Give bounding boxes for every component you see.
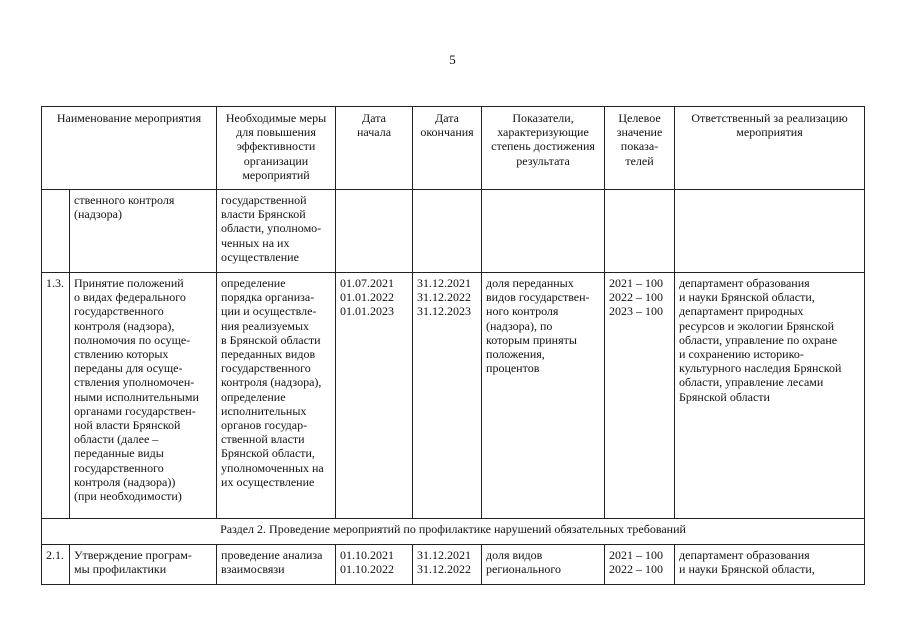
cell-line: государственного xyxy=(221,361,311,376)
cell-line: переданные виды xyxy=(74,446,164,461)
cell-line: органами государствен- xyxy=(74,403,196,418)
cell-line: 2021 – 100 xyxy=(609,276,664,290)
cell-line: Принятие положений xyxy=(74,276,184,290)
row-number xyxy=(42,190,70,273)
cell-line: государственного xyxy=(74,304,164,319)
cell-line: 01.07.2021 xyxy=(340,276,395,290)
cell-line: 01.10.2021 xyxy=(340,548,395,562)
cell-line: организации xyxy=(243,153,309,168)
row-target xyxy=(605,190,675,273)
cell-line: Необходимые меры xyxy=(225,111,327,125)
row-responsible xyxy=(675,273,865,519)
cell-line: ного контроля xyxy=(486,304,559,319)
row-name xyxy=(70,190,217,273)
cell-line: и науки Брянской области, xyxy=(679,562,815,577)
cell-line: показа- xyxy=(620,139,659,154)
cell-line: департамент образования xyxy=(679,548,810,562)
section-2-title: Раздел 2. Проведение мероприятий по профилактике нарушений обязательных требований xyxy=(42,519,865,545)
cell-line: доля переданных xyxy=(486,276,574,290)
cell-line: значение xyxy=(616,125,663,140)
cell-line: Дата xyxy=(435,111,459,125)
cell-line: в Брянской области xyxy=(221,332,321,347)
cell-line: 31.12.2023 xyxy=(417,304,472,319)
cell-line: области, управление по охране xyxy=(679,332,838,347)
cell-line: ствлению которых xyxy=(74,347,169,362)
cell-line: 01.10.2022 xyxy=(340,562,395,577)
table-header-row xyxy=(42,107,865,190)
cell-line: области, уполномо- xyxy=(221,221,322,236)
row-measures xyxy=(217,273,336,519)
header-indicators xyxy=(482,107,605,190)
cell-line: порядка организа- xyxy=(221,290,315,305)
cell-line: мероприятия xyxy=(736,125,803,140)
table-row-continuation xyxy=(42,190,865,273)
cell-line: ствления уполномочен- xyxy=(74,375,195,390)
cell-line: Брянской области xyxy=(679,389,770,404)
cell-line: власти Брянской xyxy=(221,207,306,222)
cell-line: телей xyxy=(625,153,654,168)
row-end-date xyxy=(413,545,482,585)
cell-line: уполномоченных на xyxy=(221,460,324,475)
cell-line: переданы для осуще- xyxy=(74,361,183,376)
row-measures xyxy=(217,190,336,273)
cell-line: 01.01.2023 xyxy=(340,304,395,319)
table-row-1-3 xyxy=(42,273,865,519)
cell-line: государственной xyxy=(221,193,307,207)
cell-line: осуществление xyxy=(221,249,299,264)
cell-line: 31.12.2021 xyxy=(417,548,472,562)
cell-line: Брянской области, xyxy=(221,446,315,461)
row-start-date xyxy=(336,190,413,273)
row-indicators xyxy=(482,545,605,585)
header-measures xyxy=(217,107,336,190)
cell-line: культурного наследия Брянской xyxy=(679,361,842,376)
cell-line: исполнительных xyxy=(221,403,307,418)
cell-line: контроля (надзора), xyxy=(221,375,322,390)
cell-line: 31.12.2022 xyxy=(417,562,472,577)
cell-line: (при необходимости) xyxy=(74,489,182,504)
cell-line: 31.12.2022 xyxy=(417,290,472,305)
row-end-date xyxy=(413,190,482,273)
cell-line: видов государствен- xyxy=(486,290,590,305)
cell-line: (надзора) xyxy=(74,207,122,222)
row-name xyxy=(70,545,217,585)
cell-line: и сохранению историко- xyxy=(679,347,804,362)
cell-line: полномочия по осуще- xyxy=(74,332,191,347)
cell-line: департамент образования xyxy=(679,276,810,290)
cell-line: мы профилактики xyxy=(74,562,167,577)
cell-line: области (далее – xyxy=(74,432,159,447)
row-indicators xyxy=(482,273,605,519)
cell-line: 2023 – 100 xyxy=(609,304,664,319)
row-start-date xyxy=(336,545,413,585)
cell-line: характеризующие xyxy=(497,125,589,140)
cell-line: контроля (надзора), xyxy=(74,318,175,333)
cell-line: доля видов xyxy=(486,548,543,562)
header-start-date xyxy=(336,107,413,190)
cell-line: 31.12.2021 xyxy=(417,276,472,290)
cell-line: результата xyxy=(516,153,570,168)
cell-line: Утверждение програм- xyxy=(74,548,192,562)
cell-line: и науки Брянской области, xyxy=(679,290,815,305)
section-row xyxy=(42,519,865,545)
cell-line: 2022 – 100 xyxy=(609,562,664,577)
header-name xyxy=(42,107,217,190)
cell-line: (надзора), по xyxy=(486,318,553,333)
cell-line: государственного xyxy=(74,460,164,475)
cell-line: ственной власти xyxy=(221,432,305,447)
cell-line: окончания xyxy=(420,125,474,140)
row-end-date xyxy=(413,273,482,519)
cell-line: определение xyxy=(221,276,286,290)
cell-line: переданных видов xyxy=(221,347,316,362)
cell-line: положения, xyxy=(486,347,545,362)
table-row-2-1 xyxy=(42,545,865,585)
cell-line: процентов xyxy=(486,361,540,376)
cell-line: эффективности xyxy=(236,139,316,154)
cell-line: Целевое xyxy=(618,111,661,125)
cell-line: Ответственный за реализацию xyxy=(691,111,848,125)
cell-line: 2021 – 100 xyxy=(609,548,664,562)
cell-line: органов государ- xyxy=(221,418,308,433)
cell-line: степень достижения xyxy=(491,139,595,154)
cell-line: их осуществление xyxy=(221,474,315,489)
cell-line: проведение анализа xyxy=(221,548,323,562)
cell-line: о видах федерального xyxy=(74,290,186,305)
cell-line: Показатели, xyxy=(512,111,574,125)
header-target xyxy=(605,107,675,190)
cell-line: ресурсов и экологии Брянской xyxy=(679,318,834,333)
cell-line: мероприятий xyxy=(242,167,310,182)
cell-line: определение xyxy=(221,389,286,404)
row-indicators xyxy=(482,190,605,273)
row-number: 2.1. xyxy=(42,545,70,585)
cell-line: ными исполнительными xyxy=(74,389,199,404)
row-measures xyxy=(217,545,336,585)
measures-table xyxy=(41,106,865,585)
cell-line: ственного контроля xyxy=(74,193,175,207)
page-number: 5 xyxy=(449,52,456,67)
cell-line: ции и осуществле- xyxy=(221,304,317,319)
cell-line: взаимосвязи xyxy=(221,562,285,577)
cell-line: для повышения xyxy=(236,125,316,140)
cell-line: контроля (надзора)) xyxy=(74,474,176,489)
row-responsible xyxy=(675,190,865,273)
row-responsible xyxy=(675,545,865,585)
header-end-date xyxy=(413,107,482,190)
cell-line: регионального xyxy=(486,562,562,577)
cell-line: 01.01.2022 xyxy=(340,290,395,305)
cell-line: начала xyxy=(356,125,392,140)
header-responsible xyxy=(675,107,865,190)
row-start-date xyxy=(336,273,413,519)
cell-line: Наименование мероприятия xyxy=(56,111,202,125)
cell-line: области, управление лесами xyxy=(679,375,824,390)
cell-line: ченных на их xyxy=(221,235,290,250)
row-target xyxy=(605,273,675,519)
cell-line: департамент природных xyxy=(679,304,804,319)
cell-line: 2022 – 100 xyxy=(609,290,664,305)
cell-line: ной власти Брянской xyxy=(74,418,181,433)
cell-line: Дата xyxy=(362,111,386,125)
cell-line: которым приняты xyxy=(486,332,577,347)
cell-line: ния реализуемых xyxy=(221,318,310,333)
row-target xyxy=(605,545,675,585)
row-number: 1.3. xyxy=(42,273,70,519)
row-name xyxy=(70,273,217,519)
